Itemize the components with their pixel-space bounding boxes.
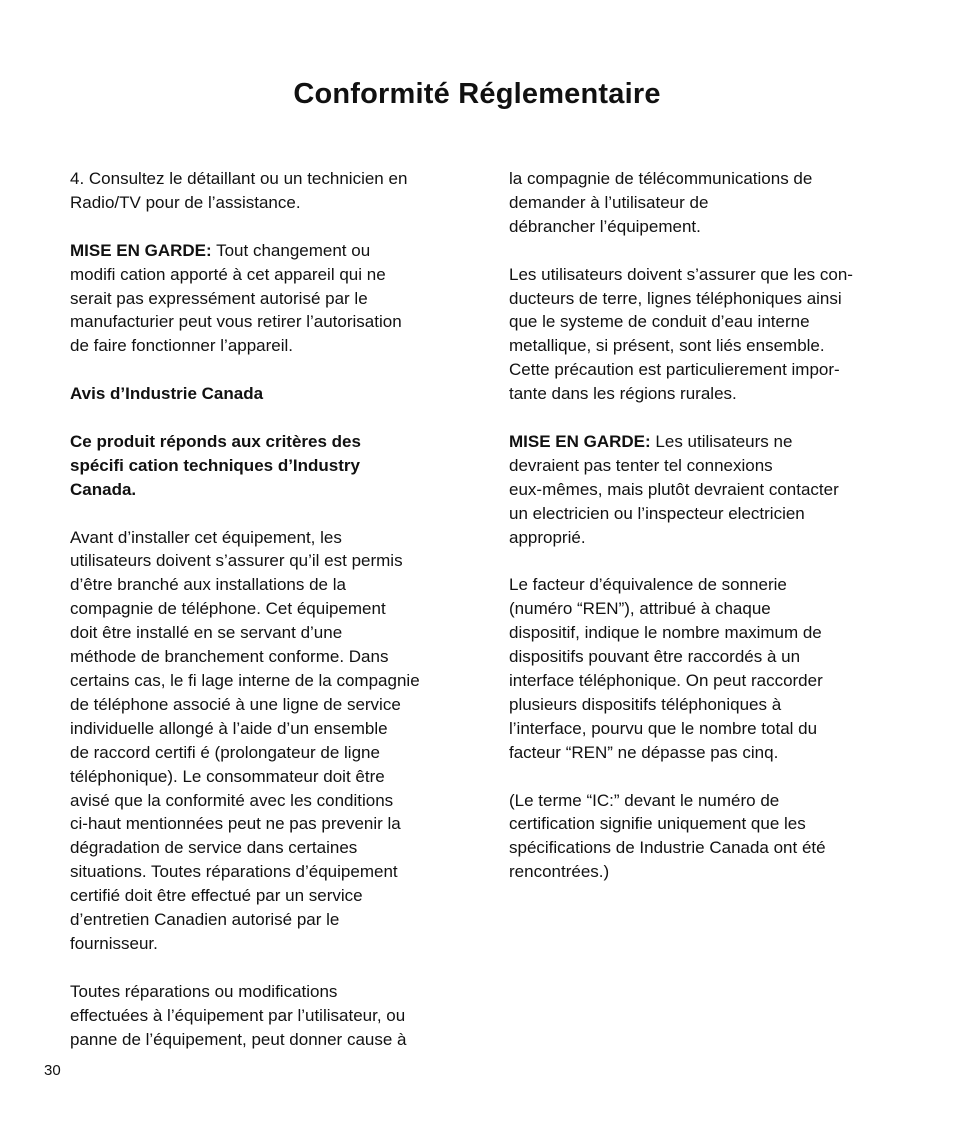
text-line: Toutes réparations ou modifications xyxy=(70,981,338,1001)
text-line: manufacturier peut vous retirer l’autorisation xyxy=(70,312,402,332)
text-line: Le facteur d’équivalence de sonnerie xyxy=(509,575,787,595)
text-line: débrancher l’équipement. xyxy=(509,216,701,236)
warning-label: MISE EN GARDE: xyxy=(70,240,212,260)
text-line: Les utilisateurs doivent s’assurer que les con- xyxy=(509,264,853,284)
text-fragment: Tout changement ou xyxy=(211,240,371,260)
text-line: effectuées à l’équipement par l’utilisateur, ou xyxy=(70,1005,406,1025)
text-line xyxy=(70,239,448,263)
text-line: certifié doit être effectué par un service xyxy=(70,886,363,906)
text-line: panne de l’équipement, peut donner cause à xyxy=(70,1029,407,1049)
text-line: facteur “REN” ne dépasse pas cinq. xyxy=(509,742,779,762)
text-line: devraient pas tenter tel connexions xyxy=(509,455,773,475)
text-line: d’être branché aux installations de la xyxy=(70,575,346,595)
text-line: (Le terme “IC:” devant le numéro de xyxy=(509,790,780,810)
left-column xyxy=(70,167,448,1051)
paragraph-consult-technician xyxy=(70,167,448,215)
text-line: que le systeme de conduit d’eau interne xyxy=(509,312,810,332)
text-line: avisé que la conformité avec les conditions xyxy=(70,790,394,810)
paragraph-grounding xyxy=(509,263,889,406)
text-line: téléphonique). Le consommateur doit être xyxy=(70,766,385,786)
text-line: tante dans les régions rurales. xyxy=(509,384,737,404)
text-line: certains cas, le fi lage interne de la compagnie xyxy=(70,670,420,690)
text-line: serait pas expressément autorisé par le xyxy=(70,288,368,308)
text-line: (numéro “REN”), attribué à chaque xyxy=(509,599,771,619)
text-line: de raccord certifi é (prolongateur de ligne xyxy=(70,742,380,762)
text-line: rencontrées.) xyxy=(509,862,610,882)
text-line: modifi cation apporté à cet appareil qui ne xyxy=(70,264,386,284)
text-line: individuelle allongé à l’aide d’un ensemble xyxy=(70,718,388,738)
text-line: de faire fonctionner l’appareil. xyxy=(70,336,294,356)
text-line: ducteurs de terre, lignes téléphoniques ainsi xyxy=(509,288,842,308)
text-line: de téléphone associé à une ligne de service xyxy=(70,694,401,714)
text-line: 4. Consultez le détaillant ou un technicien en xyxy=(70,169,408,188)
text-line: Radio/TV pour de l’assistance. xyxy=(70,192,301,212)
text-line: spécifi cation techniques d’Industry xyxy=(70,455,360,475)
paragraph-warning-electrician xyxy=(509,430,889,550)
text-line: certification signifie uniquement que les xyxy=(509,814,806,834)
text-line: dispositif, indique le nombre maximum de xyxy=(509,623,822,643)
text-line: Avant d’installer cet équipement, les xyxy=(70,527,342,547)
text-line: spécifications de Industrie Canada ont été xyxy=(509,838,826,858)
compliance-statement xyxy=(70,430,448,502)
text-line: interface téléphonique. On peut raccorder xyxy=(509,670,823,690)
text-line: Ce produit réponds aux critères des xyxy=(70,431,361,451)
paragraph-installation xyxy=(70,526,448,956)
text-line: eux-mêmes, mais plutôt devraient contacter xyxy=(509,479,839,499)
paragraph-ren xyxy=(509,573,889,764)
text-line: méthode de branchement conforme. Dans xyxy=(70,647,389,667)
text-line: dégradation de service dans certaines xyxy=(70,838,358,858)
text-line: la compagnie de télécommunications de xyxy=(509,169,813,188)
heading-text: Avis d’Industrie Canada xyxy=(70,384,264,404)
paragraph-disconnect xyxy=(509,167,889,239)
text-line: Canada. xyxy=(70,479,137,499)
text-line: d’entretien Canadien autorisé par le xyxy=(70,910,340,930)
text-line xyxy=(509,430,889,454)
text-line: Cette précaution est particulierement impor- xyxy=(509,360,840,380)
paragraph-ic-term xyxy=(509,789,889,885)
text-line: plusieurs dispositifs téléphoniques à xyxy=(509,694,782,714)
text-line: l’interface, pourvu que le nombre total du xyxy=(509,718,818,738)
text-line: metallique, si présent, sont liés ensemble. xyxy=(509,336,825,356)
text-line: dispositifs pouvant être raccordés à un xyxy=(509,647,801,667)
text-line: demander à l’utilisateur de xyxy=(509,192,709,212)
page-number: 30 xyxy=(44,1062,61,1079)
text-line: compagnie de téléphone. Cet équipement xyxy=(70,599,386,619)
text-line: doit être installé en se servant d’une xyxy=(70,623,343,643)
section-heading-industry-canada xyxy=(70,382,448,406)
text-fragment: Les utilisateurs ne xyxy=(650,431,793,451)
text-line: un electricien ou l’inspecteur electricien xyxy=(509,503,805,523)
text-line: situations. Toutes réparations d’équipement xyxy=(70,862,398,882)
paragraph-repairs xyxy=(70,980,448,1052)
warning-label: MISE EN GARDE: xyxy=(509,431,651,451)
text-line: ci-haut mentionnées peut ne pas prevenir la xyxy=(70,814,401,834)
right-column xyxy=(509,167,889,884)
text-line: approprié. xyxy=(509,527,586,547)
paragraph-warning-modification xyxy=(70,239,448,359)
text-line: fournisseur. xyxy=(70,933,158,953)
page-title: Conformité Réglementaire xyxy=(293,78,661,110)
text-line: utilisateurs doivent s’assurer qu’il est permis xyxy=(70,551,403,571)
